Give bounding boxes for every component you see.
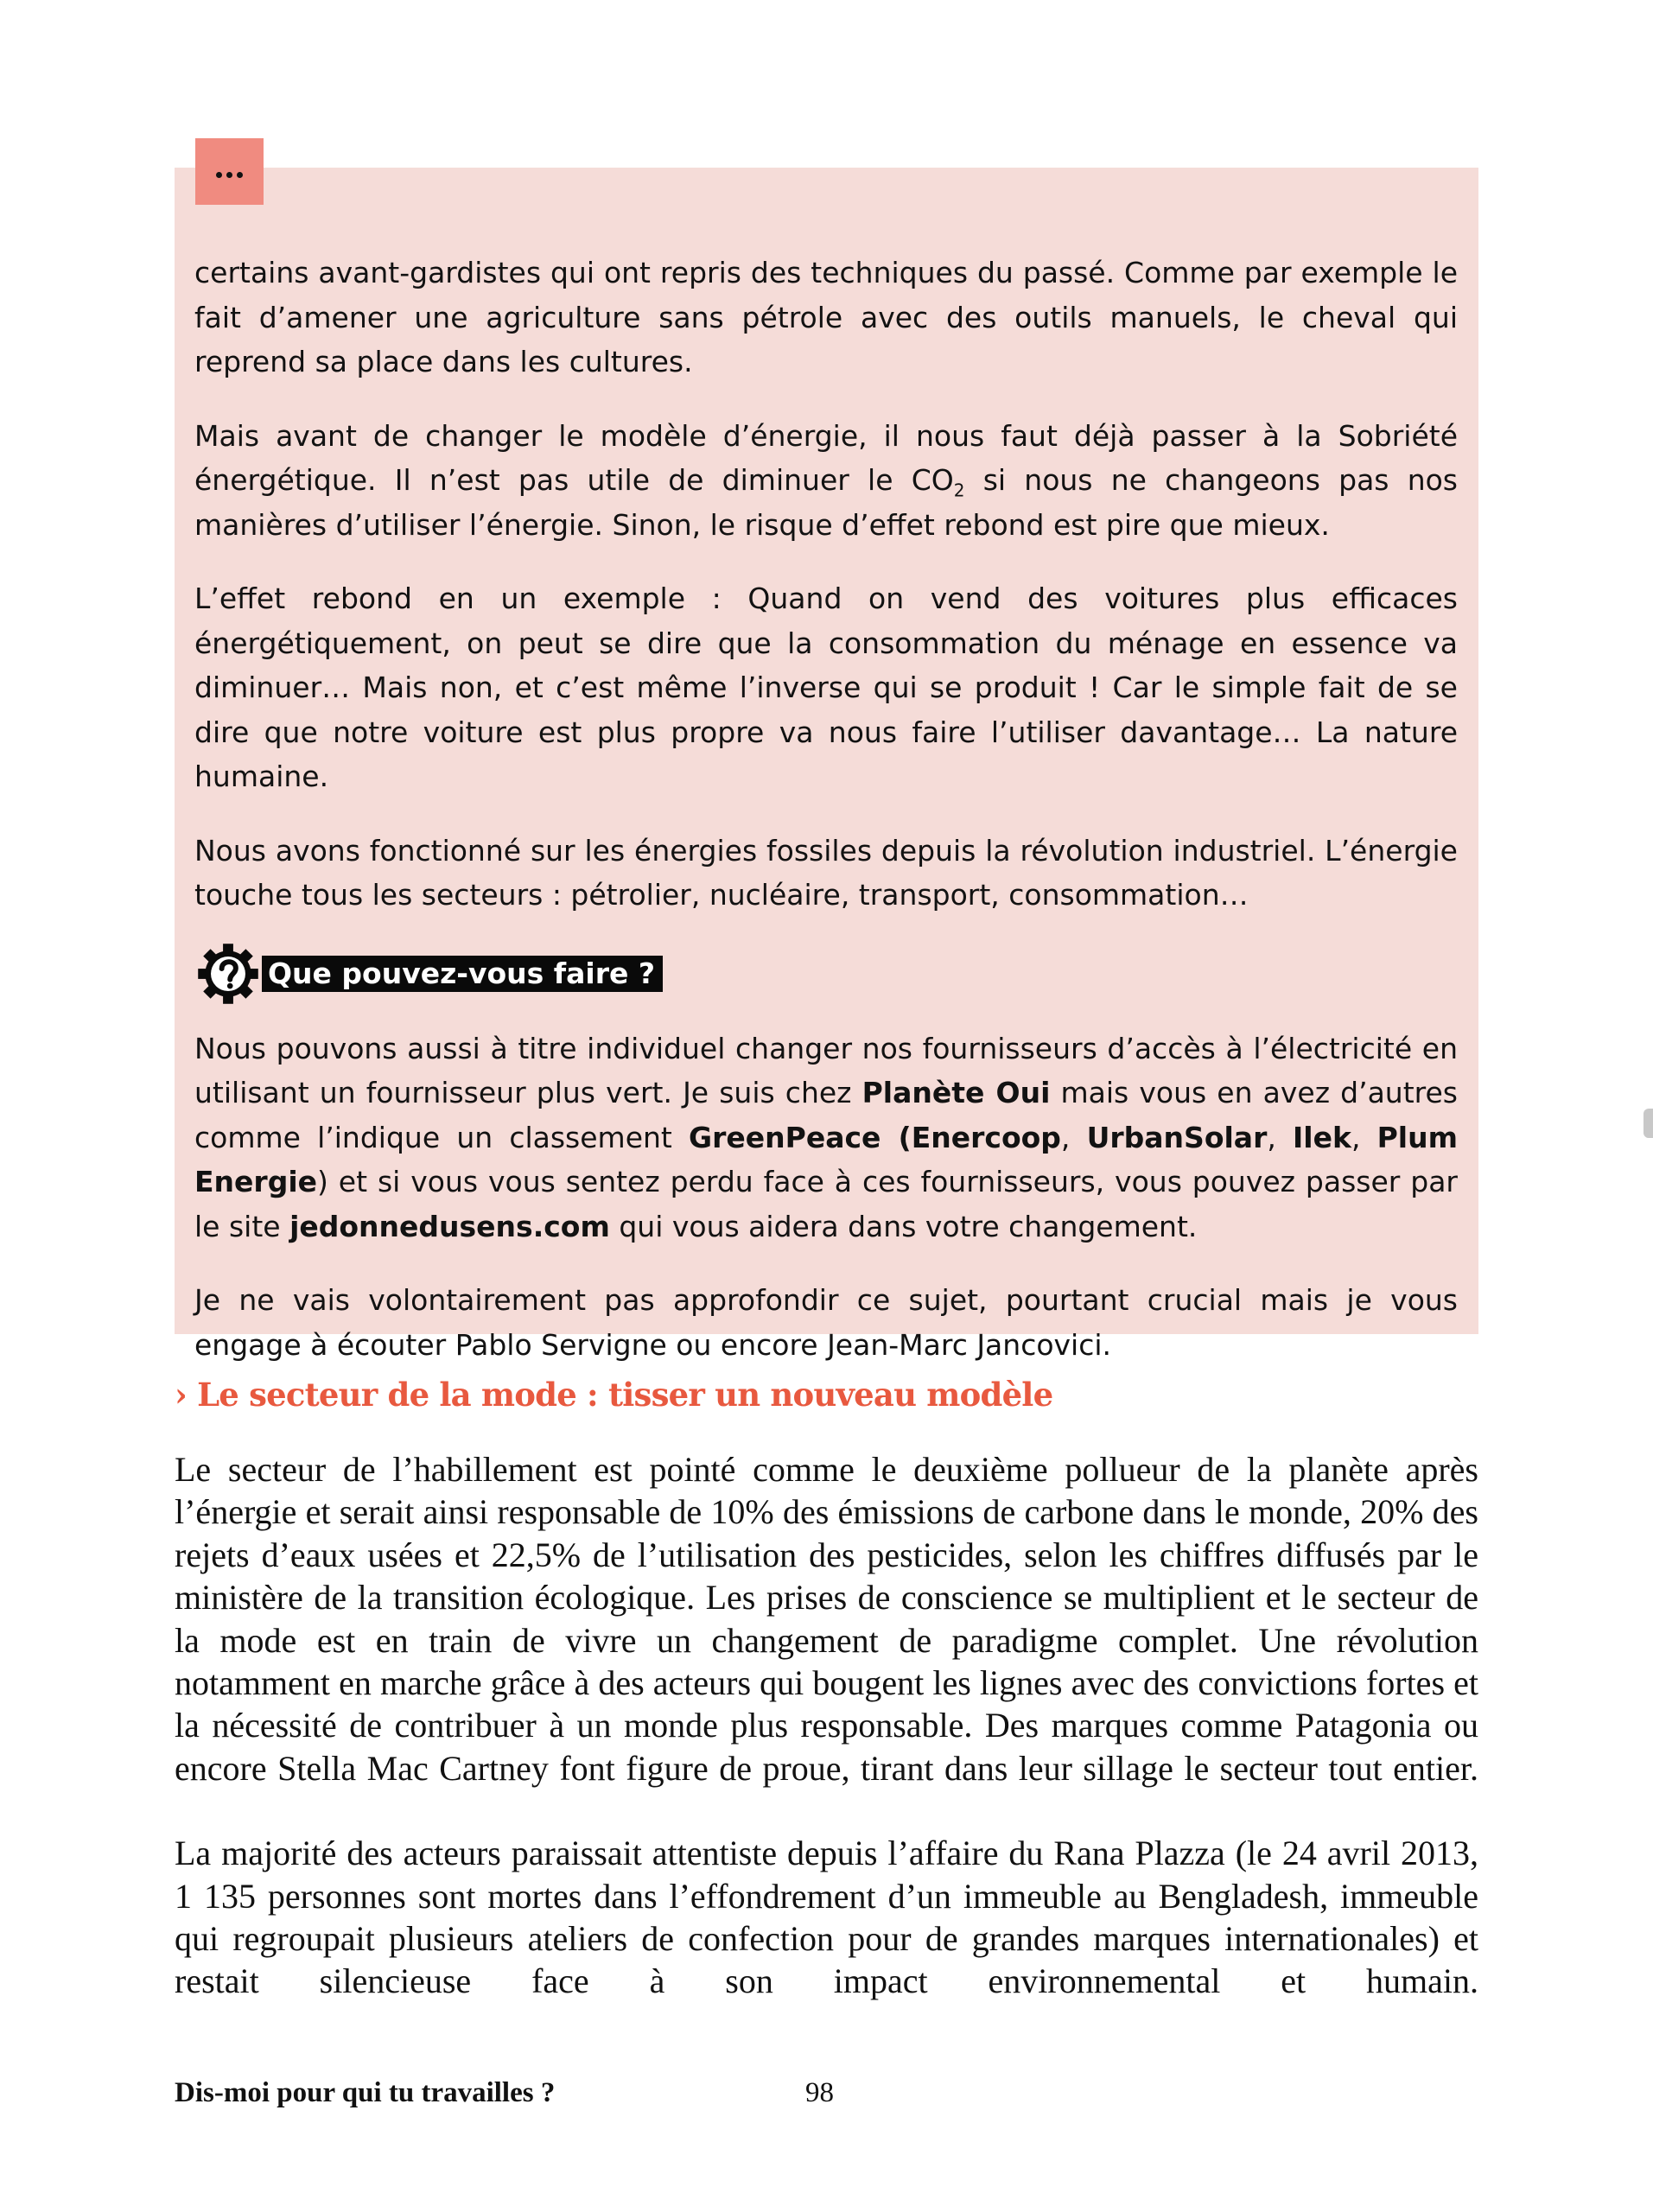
supplier-ilek: Ilek <box>1293 1120 1351 1154</box>
body-paragraph-2: La majorité des acteurs paraissait attentiste depuis l’affaire du Rana Plazza (le 24 avril 2013, 1 135 personnes sont mortes dans l’effondrement d’un immeuble au Bengladesh, immeuble qui regroupait plusieurs ateliers de confection pour de grandes marques internationales) et restait silencieuse face à son impact environnemental et humain. <box>175 1834 1478 2001</box>
supplier-planete-oui: Planète Oui <box>861 1076 1051 1109</box>
ellipsis-icon <box>216 172 243 178</box>
p5-text-4: , <box>1267 1120 1294 1154</box>
body-paragraph-1: Le secteur de l’habillement est pointé comme le deuxième pollueur de la planète après l’énergie et serait ainsi responsable de 10% des émissions de carbone dans le monde, 20% des rejets d’eaux usées et 22,5% de l’utilisation des pesticides, selon les chiffres diffusés par le ministère de la transition écologique. Les prises de conscience se multiplient et le secteur de la mode est en train de vivre un changement de paradigme complet. Une révolution notamment en marche grâce à des acteurs qui bougent les lignes avec des convictions fortes et la nécessité de contribuer à un monde plus responsable. Des marques comme Patagonia ou encore Stella Mac Cartney font figure de proue, tirant dans leur sillage le secteur tout entier. <box>175 1450 1478 1788</box>
box-paragraph-2-part-a: Mais avant de changer le modèle d’énergie, il nous faut déjà passer à la Sobriété énergétique. Il n’est pas utile de diminuer le CO <box>194 418 1458 497</box>
box-paragraph-4: Nous avons fonctionné sur les énergies fossiles depuis la révolution industriel. L’énergie touche tous les secteurs : pétrolier, nucléaire, transport, consommation… <box>194 833 1458 912</box>
co2-subscript: 2 <box>953 480 965 501</box>
section-heading: › Le secteur de la mode : tisser un nouveau modèle <box>175 1376 1053 1414</box>
p5-text-6: ) et si vous vous sentez perdu face à ces fournisseurs, vous pouvez passer par le site <box>194 1165 1458 1243</box>
page-number: 98 <box>805 2077 834 2108</box>
p5-text-3: , <box>1060 1120 1087 1154</box>
supplier-urbansolar: UrbanSolar <box>1086 1120 1268 1154</box>
website-jedonnedusens: jedonnedusens.com <box>289 1209 610 1243</box>
question-label: Que pouvez-vous faire ? <box>262 956 663 992</box>
box-paragraph-3: L’effet rebond en un exemple : Quand on vend des voitures plus efficaces énergétiquement, on peut se dire que la consommation du ménage en essence va diminuer… Mais non, et c’est même l’inverse qui se produit ! Car le simple fait de se dire que notre voiture est plus propre va nous faire l’utiliser davantage… La nature humaine. <box>194 582 1458 793</box>
supplier-plum-energie: Plum Energie <box>194 1120 1458 1198</box>
box-paragraph-5 <box>194 1027 1458 1249</box>
question-heading <box>196 942 1458 1006</box>
footer-book-title: Dis-moi pour qui tu travailles ? <box>175 2077 556 2108</box>
supplier-greenpeace-enercoop: GreenPeace (Enercoop <box>689 1120 1061 1154</box>
p5-text-1: Nous pouvons aussi à titre individuel changer nos fournisseurs d’accès à l’électricité en utilisant un fournisseur plus vert. Je suis chez <box>194 1031 1458 1109</box>
box-tag <box>195 138 264 205</box>
box-paragraph-2-part-b: si nous ne changeons pas nos manières d’utiliser l’énergie. Sinon, le risque d’effet rebond est pire que mieux. <box>194 463 1458 542</box>
p5-text-7: qui vous aidera dans votre changement. <box>609 1209 1198 1243</box>
box-paragraph-6: Je ne vais volontairement pas approfondir ce sujet, pourtant crucial mais je vous engage à écouter Pablo Servigne ou encore Jean-Marc Jancovici. <box>194 1283 1458 1362</box>
p5-text-5: , <box>1351 1120 1377 1154</box>
box-paragraph-1: certains avant-gardistes qui ont repris des techniques du passé. Comme par exemple le fait d’amener une agriculture sans pétrole avec des outils manuels, le cheval qui reprend sa place dans les cultures. <box>194 256 1458 378</box>
p5-text-2: mais vous en avez d’autres comme l’indique un classement <box>194 1076 1458 1154</box>
gear-question-icon <box>196 942 260 1006</box>
scrollbar-handle[interactable] <box>1643 1109 1653 1138</box>
body-text <box>175 1448 1478 2045</box>
info-box-content <box>194 251 1458 1367</box>
box-paragraph-2 <box>194 414 1458 548</box>
